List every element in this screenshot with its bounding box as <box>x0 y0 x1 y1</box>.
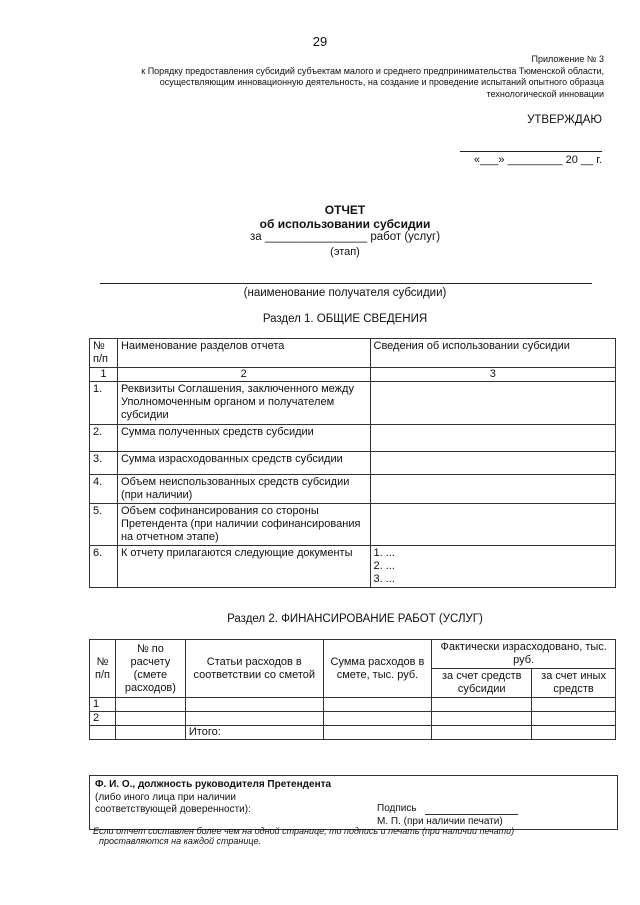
header-cell-num: № п/п <box>90 640 116 698</box>
empty-cell <box>115 698 185 712</box>
header-cell-actual: Фактически израсходовано, тыс. руб. <box>432 640 616 669</box>
report-period: за ________________ работ (услуг) <box>249 231 441 243</box>
row-num: 5. <box>90 504 118 546</box>
appendix-text-line: технологической инновации <box>486 88 604 99</box>
empty-cell <box>532 698 616 712</box>
row-num: 1 <box>90 698 116 712</box>
row-num: 2 <box>90 712 116 726</box>
row-info <box>370 425 616 452</box>
table-row <box>90 425 616 452</box>
table-row-total <box>90 726 616 740</box>
empty-cell <box>323 698 432 712</box>
table-row <box>90 475 616 504</box>
recipient-caption: (наименование получателя субсидии) <box>243 287 447 299</box>
empty-cell <box>432 698 532 712</box>
row-num: 4. <box>90 475 118 504</box>
appendix-heading <box>84 54 604 100</box>
signatory-note: соответствующей доверенности): <box>95 804 251 815</box>
row-name: Сумма полученных средств субсидии <box>117 425 370 452</box>
row-name: Сумма израсходованных средств субсидии <box>117 452 370 475</box>
attachment-item: 1. ... <box>373 547 395 559</box>
attachment-item: 3. ... <box>373 573 395 585</box>
row-num: 1. <box>90 382 118 425</box>
footnote-line: Если отчет составлен более чем на одной странице, то подпись и печать (при наличии печати) <box>93 826 515 836</box>
footnote-line: проставляются на каждой странице. <box>99 836 262 846</box>
attachment-item: 2. ... <box>373 560 395 572</box>
row-info <box>370 382 616 425</box>
appendix-number: Приложение № 3 <box>531 54 604 64</box>
seal-label: М. П. (при наличии печати) <box>377 816 503 827</box>
header-cell-actual-subsidy: за счет средств субсидии <box>432 669 532 698</box>
empty-cell <box>185 712 323 726</box>
empty-cell <box>115 726 185 740</box>
empty-cell <box>323 712 432 726</box>
row-num: 3. <box>90 452 118 475</box>
recipient-name-line <box>100 283 592 284</box>
row-name: Объем софинансирования со стороны Претендента (при наличии софинансирования на отчетном этапе) <box>117 504 370 546</box>
table-row <box>90 452 616 475</box>
table-row <box>90 698 616 712</box>
table-row <box>90 546 616 588</box>
empty-cell <box>432 726 532 740</box>
table-row <box>90 382 616 425</box>
footnote <box>93 826 613 846</box>
section2-title: Раздел 2. ФИНАНСИРОВАНИЕ РАБОТ (УСЛУГ) <box>227 613 483 625</box>
empty-cell <box>323 726 432 740</box>
empty-cell <box>532 712 616 726</box>
row-info <box>370 504 616 546</box>
row-info <box>370 452 616 475</box>
page-number: 29 <box>312 34 328 49</box>
section1-title: Раздел 1. ОБЩИЕ СВЕДЕНИЯ <box>262 313 428 325</box>
signature-line <box>425 814 518 815</box>
approve-date: «___» _________ 20 __ г. <box>473 154 602 166</box>
appendix-text-line: к Порядку предоставления субсидий субъектам малого и среднего предпринимательства Тюменской области, <box>141 65 604 76</box>
empty-cell <box>185 698 323 712</box>
col-number: 2 <box>117 368 370 382</box>
table-row <box>90 504 616 546</box>
header-cell-info: Сведения об использовании субсидии <box>370 339 616 368</box>
row-info-list <box>370 546 616 588</box>
report-stage: (этап) <box>330 246 360 258</box>
approve-signature-line <box>460 151 602 152</box>
report-title: ОТЧЕТ <box>324 203 366 217</box>
empty-cell <box>90 726 116 740</box>
header-cell-items: Статьи расходов в соответствии со сметой <box>185 640 323 698</box>
row-name: Реквизиты Соглашения, заключенного между Уполномоченным органом и получателем субсидии <box>117 382 370 425</box>
row-name: К отчету прилагаются следующие документы <box>117 546 370 588</box>
empty-cell <box>532 726 616 740</box>
signatory-heading: Ф. И. О., должность руководителя Претендента <box>95 779 332 790</box>
row-name: Объем неиспользованных средств субсидии (при наличии) <box>117 475 370 504</box>
section1-table <box>89 338 616 588</box>
signature-box <box>89 775 618 830</box>
approve-label: УТВЕРЖДАЮ <box>527 114 602 126</box>
report-subtitle: об использовании субсидии <box>259 217 431 231</box>
col-number: 1 <box>90 368 118 382</box>
row-num: 2. <box>90 425 118 452</box>
empty-cell <box>115 712 185 726</box>
header-cell-name: Наименование разделов отчета <box>117 339 370 368</box>
appendix-text-line: осуществляющим инновационную деятельность, на создание и проведение испытаний опытного образца <box>159 77 604 87</box>
header-cell-actual-other: за счет иных средств <box>532 669 616 698</box>
header-cell-amount: Сумма расходов в смете, тыс. руб. <box>323 640 432 698</box>
row-info <box>370 475 616 504</box>
section2-table <box>89 639 616 740</box>
header-cell-num: № п/п <box>90 339 118 368</box>
col-number: 3 <box>370 368 616 382</box>
row-num: 6. <box>90 546 118 588</box>
signature-label: Подпись <box>377 803 417 814</box>
empty-cell <box>432 712 532 726</box>
header-cell-calc-num: № по расчету (смете расходов) <box>115 640 185 698</box>
total-label: Итого: <box>185 726 323 740</box>
table-row <box>90 712 616 726</box>
signatory-note: (либо иного лица при наличии <box>95 792 236 803</box>
